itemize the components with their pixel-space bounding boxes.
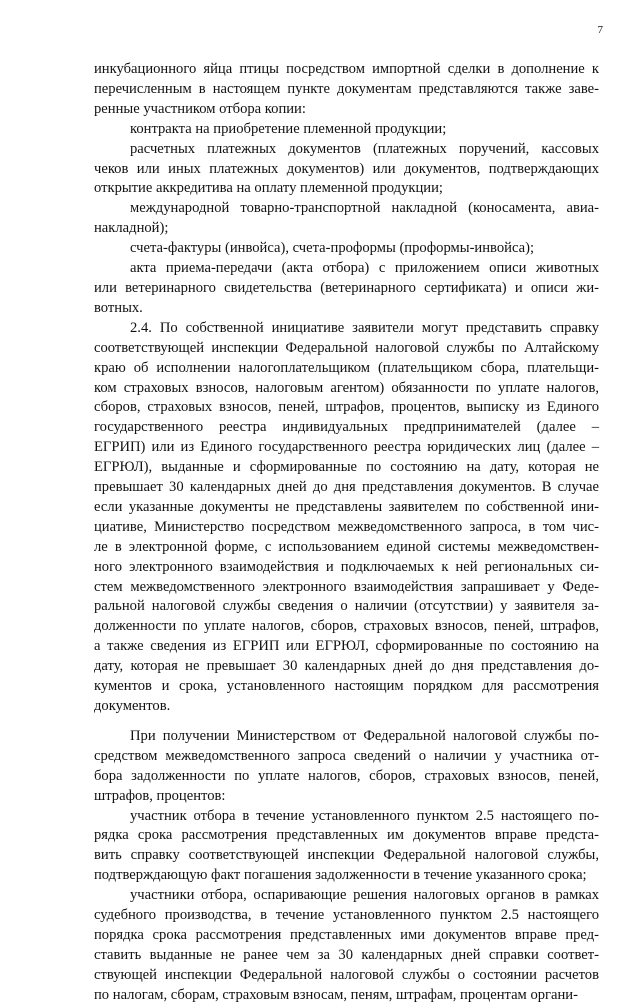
text-line: акта приема-передачи (акта отбора) с приложением описи животных (130, 260, 599, 277)
text-line: долженности по уплате налогов, сборов, страховых взносов, пеней, штрафов, (94, 618, 599, 635)
text-line: циативе, Министерство посредством межведомственного запроса, в том чис- (94, 518, 599, 535)
text-line: перечисленным в настоящем пункте документам представляются также заве- (94, 80, 599, 97)
text-line: дату, которая не превышает 30 календарных дней до дня представления до- (94, 658, 599, 675)
text-line: ного электронного взаимодействия и подключаемых к ней региональных си- (94, 558, 599, 575)
text-line: накладной); (94, 220, 169, 237)
text-line: сборов, страховых взносов, пеней, штрафов, процентов, выписку из Единого (94, 399, 599, 416)
text-line: если указанные документы не представлены заявителем по собственной ини- (94, 498, 599, 515)
text-line: открытие аккредитива на оплату племенной продукции; (94, 180, 443, 197)
text-line: вить справку соответствующей инспекции Федеральной налоговой службы, (94, 847, 599, 864)
text-line: государственного реестра индивидуальных предпринимателей (далее – (94, 419, 599, 436)
text-line: ральной налоговой службы сведения о наличии (отсутствии) у заявителя за- (94, 598, 599, 615)
text-line: документов. (94, 698, 171, 714)
text-line: соответствующей инспекции Федеральной налоговой службы по Алтайскому (94, 339, 599, 356)
text-line: ствующей инспекции Федеральной налоговой службы о состоянии расчетов (94, 966, 599, 983)
text-line: расчетных платежных документов (платежных поручений, кассовых (130, 140, 599, 157)
text-line: счета-фактуры (инвойса), счета-проформы (проформы-инвойса); (130, 240, 534, 257)
document-body (94, 60, 599, 1006)
text-line: по налогам, сборам, страховым взносам, пеням, штрафам, процентам органи- (94, 986, 578, 1003)
text-line: участник отбора в течение установленного пунктом 2.5 настоящего по- (130, 807, 599, 824)
text-line: бора задолженности по уплате налогов, сборов, страховых взносов, пеней, (94, 767, 599, 784)
text-line: порядка срока рассмотрения представленных ими документов вправе пред- (94, 926, 599, 943)
page-number: 7 (597, 24, 603, 36)
text-line: ком страховых взносов, налоговым агентом) обязанности по уплате налогов, (94, 379, 599, 396)
paragraph-gap (94, 717, 599, 727)
text-line: ле в электронной форме, с использованием единой системы межведомствен- (94, 538, 599, 555)
text-line: рядка срока рассмотрения представленных им документов вправе предста- (94, 827, 599, 844)
text-line: судебного производства, в течение установленного пунктом 2.5 настоящего (94, 907, 599, 924)
text-line: вотных. (94, 299, 143, 316)
text-line: штрафов, процентов: (94, 787, 226, 804)
text-line: превышает 30 календарных дней до дня представления документов. В случае (94, 479, 599, 496)
text-line: ренные участником отбора копии: (94, 100, 306, 117)
text-line: подтверждающую факт погашения задолженности в течение указанного срока; (94, 867, 587, 884)
text-line: чеков или иных платежных документов) или документов, подтверждающих (94, 160, 599, 177)
text-line: международной товарно-транспортной накладной (коносамента, авиа- (130, 200, 599, 217)
text-line: инкубационного яйца птицы посредством импортной сделки в дополнение к (94, 61, 599, 77)
text-line: средством межведомственного запроса сведений о наличии у участника от- (94, 747, 599, 764)
text-line: контракта на приобретение племенной продукции; (130, 120, 447, 137)
text-line: ЕГРИП) или из Единого государственного реестра юридических лиц (далее – (94, 439, 599, 456)
text-line: стем межведомственного электронного взаимодействия запрашивает у Феде- (94, 578, 599, 595)
text-line: краю об исполнении налогоплательщиком (плательщиком сбора, плательщи- (94, 359, 599, 376)
text-line: ЕГРЮЛ), выданные и сформированные по состоянию на дату, которая не (94, 459, 599, 476)
text-line: 2.4. По собственной инициативе заявители могут представить справку (130, 319, 599, 336)
text-line: или ветеринарного свидетельства (ветеринарного сертификата) и описи жи- (94, 279, 599, 296)
text-line: участники отбора, оспаривающие решения налоговых органов в рамках (130, 887, 599, 904)
text-line: При получении Министерством от Федеральной налоговой службы по- (130, 727, 599, 744)
text-line: а также сведения из ЕГРИП или ЕГРЮЛ, сформированные по состоянию на (94, 638, 599, 655)
text-line: кументов и срока, установленного настоящим порядком для рассмотрения (94, 678, 599, 695)
text-line: ставить выданные не ранее чем за 30 календарных дней справки соответ- (94, 946, 599, 963)
